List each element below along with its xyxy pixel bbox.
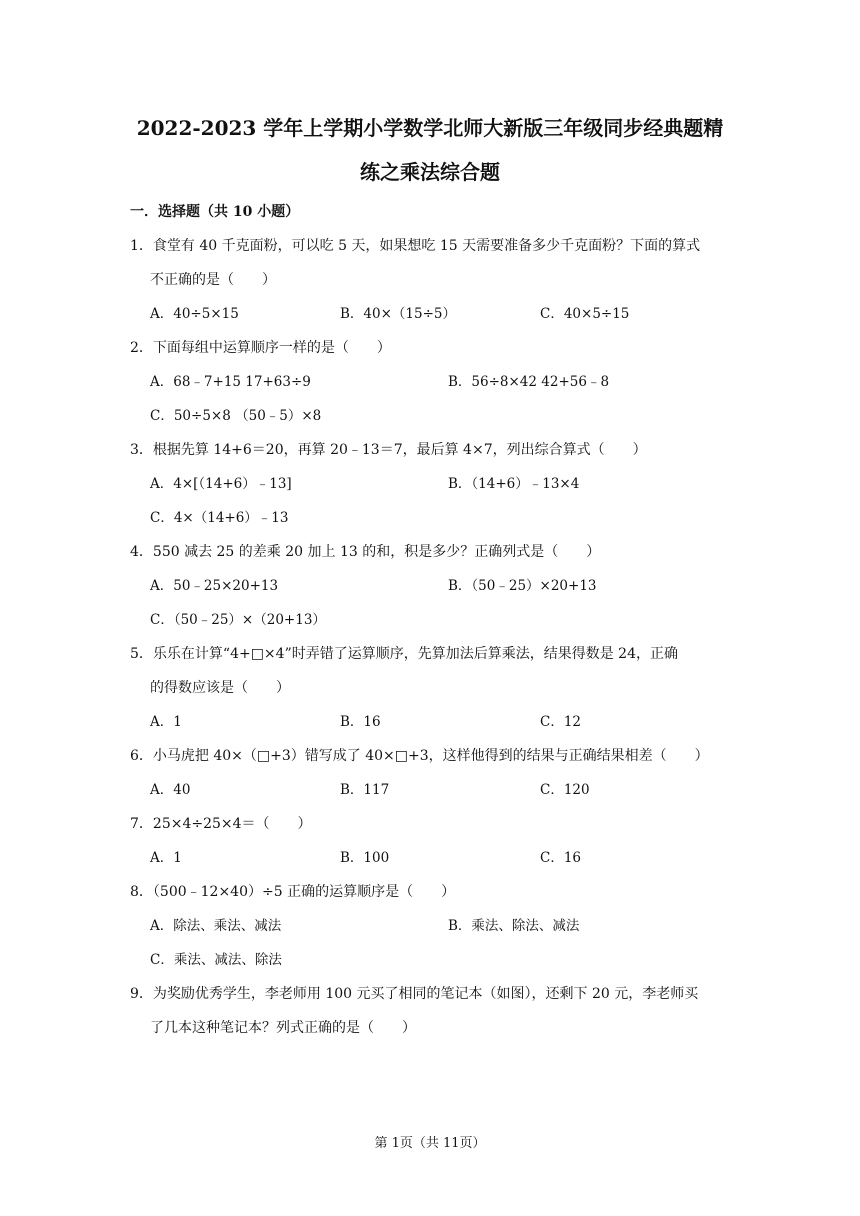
- question-4-option-c: C．（50﹣25）×（20+13）: [150, 612, 326, 628]
- question-8-option-a: A．除法、乘法、减法: [150, 918, 282, 934]
- question-5-option-a: A．1: [150, 714, 182, 730]
- question-2-option-a: A．68﹣7+15 17+63÷9: [150, 374, 311, 390]
- question-8-option-c: C．乘法、减法、除法: [150, 952, 282, 968]
- document-title-line-1: 2022-2023 学年上学期小学数学北师大新版三年级同步经典题精: [136, 116, 724, 140]
- question-4-option-a: A．50﹣25×20+13: [150, 578, 279, 594]
- question-6-line-1: 6．小马虎把 40×（□+3）错写成了 40×□+3，这样他得到的结果与正确结果相差（ ）: [130, 748, 709, 764]
- question-9-line-1: 9．为奖励优秀学生，李老师用 100 元买了相同的笔记本（如图），还剩下 20 元，李老师买: [130, 986, 699, 1002]
- question-1-line-2: 不正确的是（ ）: [150, 272, 276, 288]
- question-1-line-1: 1．食堂有 40 千克面粉，可以吃 5 天，如果想吃 15 天需要准备多少千克面粉？下面的算式: [130, 238, 701, 254]
- question-6-option-b: B．117: [340, 782, 390, 798]
- question-5-line-1: 5．乐乐在计算“4+□×4”时弄错了运算顺序，先算加法后算乘法，结果得数是 24，正确: [130, 646, 678, 662]
- question-5-option-c: C．12: [540, 714, 582, 730]
- question-7-option-c: C．16: [540, 850, 582, 866]
- question-2-option-c: C．50÷5×8 （50﹣5）×8: [150, 408, 322, 424]
- question-3-option-a: A．4×[（14+6）﹣13]: [150, 476, 292, 492]
- question-1-option-c: C．40×5÷15: [540, 306, 630, 322]
- question-7-line-1: 7．25×4÷25×4＝（ ）: [130, 816, 312, 832]
- question-4-option-b: B．（50﹣25）×20+13: [448, 578, 597, 594]
- question-3-option-b: B．（14+6）﹣13×4: [448, 476, 580, 492]
- question-9-line-2: 了几本这种笔记本？列式正确的是（ ）: [150, 1020, 416, 1036]
- question-2-line-1: 2．下面每组中运算顺序一样的是（ ）: [130, 340, 391, 356]
- question-6-option-a: A．40: [150, 782, 191, 798]
- page-footer: 第 1页（共 11页）: [374, 1136, 486, 1151]
- question-1-option-b: B．40×（15÷5）: [340, 306, 456, 322]
- question-3-option-c: C．4×（14+6）﹣13: [150, 510, 289, 526]
- question-7-option-b: B．100: [340, 850, 390, 866]
- question-5-option-b: B．16: [340, 714, 381, 730]
- question-5-line-2: 的得数应该是（ ）: [150, 680, 290, 696]
- question-8-line-1: 8．（500﹣12×40）÷5 正确的运算顺序是（ ）: [130, 884, 456, 900]
- question-4-line-1: 4．550 减去 25 的差乘 20 加上 13 的和，积是多少？正确列式是（ ）: [130, 544, 601, 560]
- question-6-option-c: C．120: [540, 782, 590, 798]
- question-7-option-a: A．1: [150, 850, 182, 866]
- question-2-option-b: B．56÷8×42 42+56﹣8: [448, 374, 610, 390]
- question-8-option-b: B．乘法、除法、减法: [448, 918, 580, 934]
- question-1-option-a: A．40÷5×15: [150, 306, 239, 322]
- question-3-line-1: 3．根据先算 14+6＝20，再算 20﹣13＝7，最后算 4×7，列出综合算式（ ）: [130, 442, 647, 458]
- section-heading: 一．选择题（共 10 小题）: [130, 204, 300, 220]
- document-title-line-2: 练之乘法综合题: [360, 160, 500, 184]
